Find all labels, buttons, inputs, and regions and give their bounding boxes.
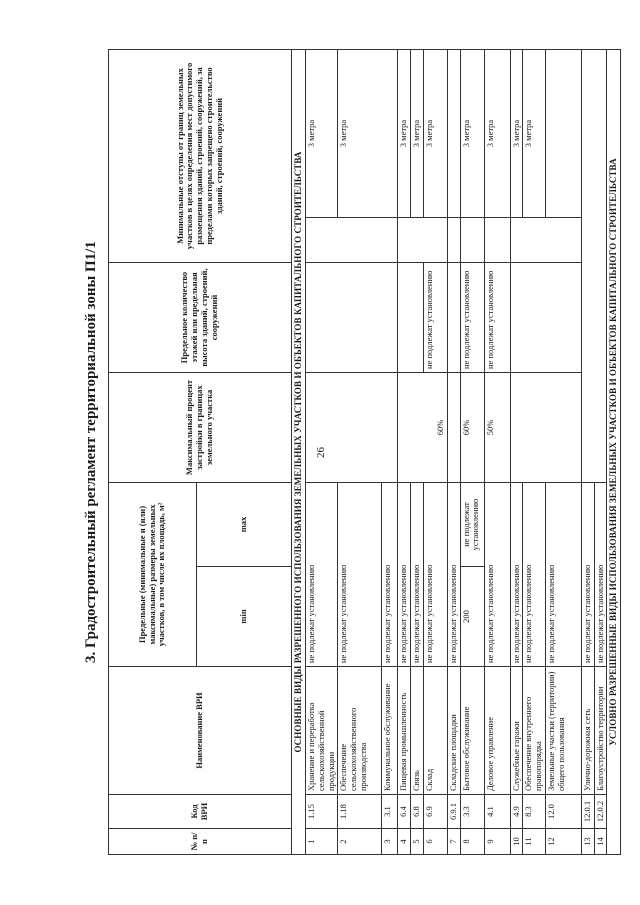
row-num: 4 bbox=[398, 829, 411, 855]
row-size: не подлежат установлению bbox=[382, 483, 398, 667]
row-code: 12.0.1 bbox=[581, 795, 594, 829]
header-floors: Предельное количество этажей или предельная высота зданий, строений, сооружений bbox=[109, 263, 292, 373]
row-setback: 3 метра bbox=[484, 49, 510, 217]
row-setback: 3 метра bbox=[523, 49, 546, 217]
row-floors bbox=[306, 263, 398, 373]
row-code: 4.1 bbox=[484, 795, 510, 829]
row-floors: не подлежат установлению bbox=[484, 263, 510, 373]
row-name: Пищевая промышленность bbox=[398, 667, 411, 795]
row-num: 9 bbox=[484, 829, 510, 855]
section-main-row bbox=[292, 49, 306, 854]
row-name: Складские площадки bbox=[447, 667, 460, 795]
row-coverage bbox=[447, 373, 460, 483]
row-name: Улично-дорожная сеть bbox=[581, 667, 594, 795]
row-num: 10 bbox=[510, 829, 523, 855]
row-gap bbox=[510, 218, 581, 263]
rotated-table-container bbox=[108, 50, 619, 855]
row-setback: 3 метра bbox=[510, 49, 523, 217]
row-setback: 3 метра bbox=[411, 49, 424, 217]
row-size: не подлежат установлению bbox=[398, 483, 411, 667]
row-size: не подлежат установлению bbox=[523, 483, 546, 667]
row-name: Связь bbox=[411, 667, 424, 795]
row-code: 1.18 bbox=[338, 795, 382, 829]
row-num: 12 bbox=[545, 829, 581, 855]
row-code: 6.4 bbox=[398, 795, 411, 829]
table-row bbox=[306, 49, 338, 854]
header-size: Предельные (минимальные и (или) максимальные) размеры земельных участков, в том числе их площадь, м² bbox=[109, 483, 197, 667]
row-coverage bbox=[510, 373, 581, 483]
row-gap bbox=[484, 218, 510, 263]
row-gap bbox=[460, 218, 484, 263]
row-setback: 3 метра bbox=[306, 49, 338, 217]
row-size: не подлежат установлению bbox=[423, 483, 447, 667]
header-setback: Минимальные отступы от границ земельных участков в целях определения мест допустимого размещения зданий, строений, сооружений, за пределами которых запрещено строительство зданий, строений, сооружений bbox=[109, 49, 292, 262]
row-name: Хранение и переработка сельскохозяйственной продукции bbox=[306, 667, 338, 795]
row-floors bbox=[510, 263, 581, 373]
table-row bbox=[510, 49, 523, 854]
row-code: 4.9 bbox=[510, 795, 523, 829]
row-num: 7 bbox=[447, 829, 460, 855]
row-size: не подлежат установлению bbox=[510, 483, 523, 667]
row-code: 12.0.2 bbox=[594, 795, 607, 829]
row-gap bbox=[447, 218, 460, 263]
row-code: 8.3 bbox=[523, 795, 546, 829]
row-code: 12.0 bbox=[545, 795, 581, 829]
section-conditional-label: УСЛОВНО РАЗРЕШЕННЫЕ ВИДЫ ИСПОЛЬЗОВАНИЯ ЗЕМЕЛЬНЫХ УЧАСТКОВ И ОБЪЕКТОВ КАПИТАЛЬНОГО СТРОИТЕЛЬСТВА bbox=[607, 49, 621, 854]
row-size: не подлежат установлению bbox=[306, 483, 338, 667]
row-empty-span bbox=[581, 49, 607, 482]
row-coverage: 60% bbox=[398, 373, 448, 483]
row-gap bbox=[306, 218, 398, 263]
row-setback: 3 метра bbox=[423, 49, 447, 217]
row-size: не подлежат установлению bbox=[594, 483, 607, 667]
table-body bbox=[292, 49, 621, 854]
header-min: min bbox=[197, 567, 292, 667]
row-code: 6.9.1 bbox=[447, 795, 460, 829]
header-row-1 bbox=[109, 49, 197, 854]
table-row bbox=[581, 49, 594, 854]
row-name: Земельные участки (территории) общего пользования bbox=[545, 667, 581, 795]
row-floors bbox=[447, 263, 460, 373]
row-max: не подлежат установлению bbox=[460, 483, 484, 567]
row-num: 3 bbox=[382, 829, 398, 855]
row-floors bbox=[398, 263, 424, 373]
page-number: 26 bbox=[315, 447, 327, 459]
row-size: не подлежат установлению bbox=[447, 483, 460, 667]
section-conditional-row bbox=[607, 49, 621, 854]
table-row bbox=[447, 49, 460, 854]
row-coverage bbox=[306, 373, 398, 483]
row-setback: 3 метра bbox=[338, 49, 398, 217]
row-num: 14 bbox=[594, 829, 607, 855]
row-num: 13 bbox=[581, 829, 594, 855]
header-max: max bbox=[197, 483, 292, 567]
header-coverage: Максимальный процент застройки в границах земельного участка bbox=[109, 373, 292, 483]
row-name: Обеспечение сельскохозяйственного производства bbox=[338, 667, 382, 795]
row-coverage: 50% bbox=[484, 373, 510, 483]
row-size: не подлежат установлению bbox=[545, 483, 581, 667]
table-row bbox=[398, 49, 411, 854]
row-name: Склад bbox=[423, 667, 447, 795]
row-name: Благоустройство территории bbox=[594, 667, 607, 795]
page-heading: 3. Градостроительный регламент территориальной зоны П1/1 bbox=[83, 241, 99, 664]
row-name: Служебные гаражи bbox=[510, 667, 523, 795]
row-size: не подлежат установлению bbox=[484, 483, 510, 667]
row-coverage: 60% bbox=[460, 373, 484, 483]
row-size: не подлежат установлению bbox=[411, 483, 424, 667]
table-row bbox=[460, 49, 484, 854]
header-num: № п/п bbox=[109, 829, 292, 855]
table-row bbox=[484, 49, 510, 854]
table-frame bbox=[108, 50, 619, 855]
row-name: Бытовое обслуживание bbox=[460, 667, 484, 795]
row-name: Обеспечение внутреннего правопорядка bbox=[523, 667, 546, 795]
row-setback bbox=[447, 49, 460, 217]
row-name: Деловое управление bbox=[484, 667, 510, 795]
header-code: Код ВРИ bbox=[109, 795, 292, 829]
row-name: Коммунальное обслуживание bbox=[382, 667, 398, 795]
regulation-table bbox=[108, 49, 621, 855]
row-code: 3.3 bbox=[460, 795, 484, 829]
row-num: 2 bbox=[338, 829, 382, 855]
row-floors: не подлежат установлению bbox=[460, 263, 484, 373]
row-num: 5 bbox=[411, 829, 424, 855]
row-min: 200 bbox=[460, 567, 484, 667]
header-name: Наименование ВРИ bbox=[109, 667, 292, 795]
row-setback: 3 метра bbox=[460, 49, 484, 217]
row-code: 1.15 bbox=[306, 795, 338, 829]
row-size: не подлежат установлению bbox=[338, 483, 382, 667]
row-num: 11 bbox=[523, 829, 546, 855]
row-floors: не подлежат установлению bbox=[423, 263, 447, 373]
row-setback: 3 метра bbox=[398, 49, 411, 217]
section-main-label: ОСНОВНЫЕ ВИДЫ РАЗРЕШЕННОГО ИСПОЛЬЗОВАНИЯ ЗЕМЕЛЬНЫХ УЧАСТКОВ И ОБЪЕКТОВ КАПИТАЛЬНОГО СТРОИТЕЛЬСТВА bbox=[292, 49, 306, 854]
row-num: 8 bbox=[460, 829, 484, 855]
row-setback bbox=[545, 49, 581, 217]
row-size: не подлежат установлению bbox=[581, 483, 594, 667]
row-code: 3.1 bbox=[382, 795, 398, 829]
row-num: 1 bbox=[306, 829, 338, 855]
row-code: 6.9 bbox=[423, 795, 447, 829]
row-gap bbox=[398, 218, 448, 263]
row-code: 6.8 bbox=[411, 795, 424, 829]
row-num: 6 bbox=[423, 829, 447, 855]
